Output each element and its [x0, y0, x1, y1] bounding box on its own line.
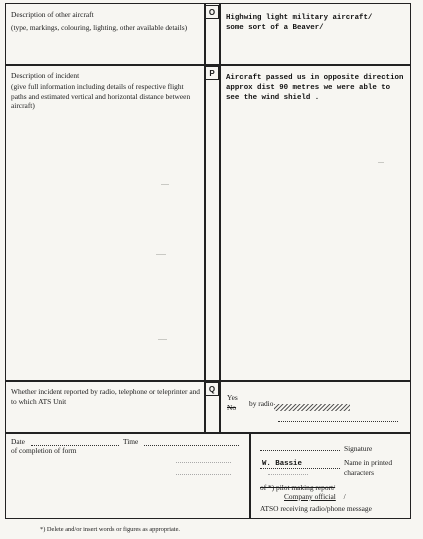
- reporting-yes: Yes: [227, 393, 238, 402]
- time-label: Time: [123, 437, 139, 446]
- company-official: Company official: [284, 492, 336, 501]
- footnote: *) Delete and/or insert words or figures as appropriate.: [40, 526, 181, 533]
- reporting-line: [278, 421, 398, 422]
- row-divider-3: [6, 432, 410, 434]
- redacted-scribble: [274, 398, 350, 416]
- section-code-p: P: [205, 66, 219, 80]
- incident-title: Description of incident: [11, 71, 80, 80]
- completion-label: of completion of form: [11, 446, 77, 455]
- faint-dotted-line: [268, 474, 308, 475]
- name-field: [260, 468, 340, 469]
- incident-report-form: [5, 3, 411, 519]
- faint-dotted-line: [176, 462, 231, 463]
- show-through-mark: [158, 339, 167, 340]
- reporting-by-radio: by radio: [249, 399, 274, 408]
- role-line2: [284, 492, 346, 502]
- date-label: Date: [11, 437, 25, 446]
- role-slash: /: [343, 492, 346, 501]
- section-code-q: Q: [205, 382, 219, 396]
- show-through-mark: [161, 184, 169, 185]
- section-code-o: O: [205, 5, 219, 19]
- show-through-mark: [378, 162, 384, 163]
- signature-label: Signature: [344, 444, 373, 453]
- name-label: Name in printed characters: [344, 458, 393, 477]
- other-aircraft-answer-line1: Highwing light military aircraft/: [226, 14, 373, 22]
- signature-field[interactable]: [260, 450, 340, 451]
- role-line-struck: of *) pilot making report/: [260, 483, 336, 492]
- footer-divider: [249, 432, 251, 518]
- other-aircraft-hint: (type, markings, colouring, lighting, other available details): [11, 23, 188, 32]
- incident-answer-line3: see the wind shield .: [226, 94, 320, 102]
- time-field[interactable]: [144, 445, 239, 446]
- incident-answer-line2: approx dist 90 metres we were able to: [226, 84, 391, 92]
- faint-dotted-line: [176, 474, 231, 475]
- incident-hint: (give full information including details of respective flight paths and estimated vertical and horizontal distance between aircraft): [11, 82, 191, 111]
- name-value: W. Bassie: [262, 460, 302, 468]
- reporting-question: Whether incident reported by radio, telephone or teleprinter and to which ATS Unit: [11, 387, 200, 406]
- reporting-no: No: [227, 403, 237, 412]
- show-through-mark: [156, 254, 166, 255]
- incident-answer-line1: Aircraft passed us in opposite direction: [226, 74, 404, 82]
- column-divider-right: [219, 4, 221, 432]
- atso-label: ATSO receiving radio/phone message: [260, 504, 372, 513]
- other-aircraft-answer-line2: some sort of a Beaver/: [226, 24, 324, 32]
- other-aircraft-title: Description of other aircraft: [11, 10, 94, 19]
